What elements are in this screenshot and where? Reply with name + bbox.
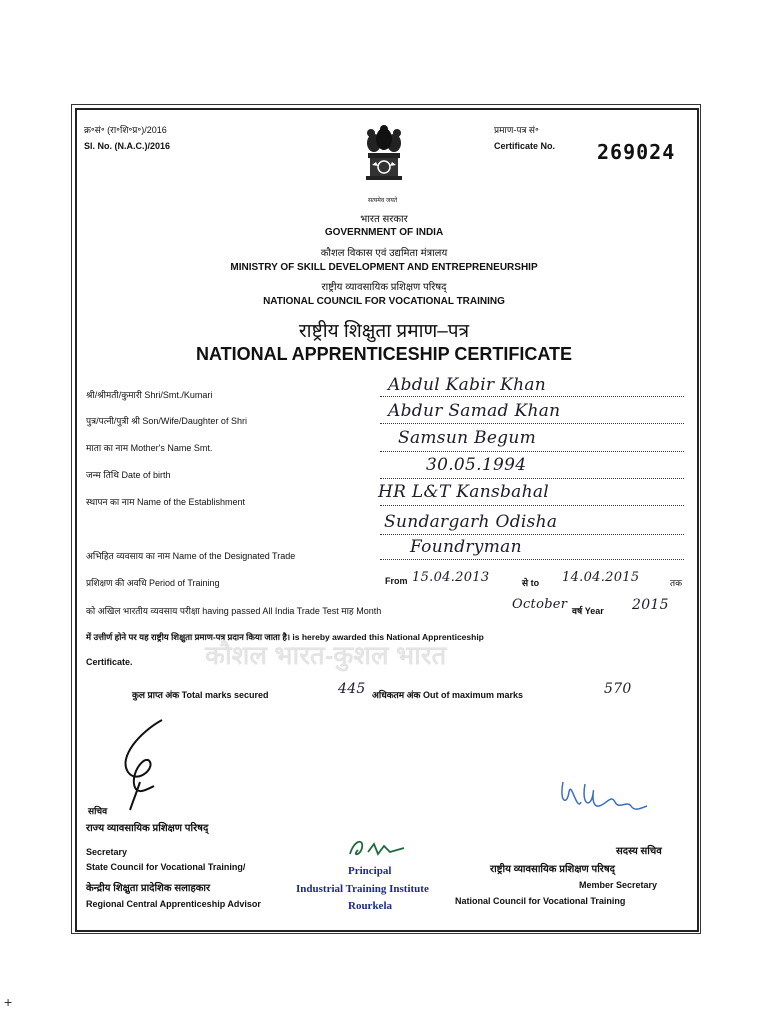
dotted-line — [380, 478, 684, 479]
field-label-mother: माता का नाम Mother's Name Smt. — [86, 443, 213, 453]
council-english: NATIONAL COUNCIL FOR VOCATIONAL TRAINING — [263, 296, 505, 307]
watermark-text: कौशल भारत-कुशल भारत — [205, 640, 447, 670]
field-label-parent: पुत्र/पत्नी/पुत्री श्री Son/Wife/Daughter of Shri — [86, 416, 247, 426]
field-label-dob: जन्म तिथि Date of birth — [86, 470, 171, 480]
marks-secured-label: कुल प्राप्त अंक Total marks secured — [132, 690, 269, 700]
training-to-label: से to — [522, 578, 540, 588]
left-sign-line-5: केन्द्रीय शिक्षुता प्रादेशिक सलाहकार — [86, 883, 211, 894]
gov-english: GOVERNMENT OF INDIA — [324, 227, 444, 238]
dotted-line — [380, 396, 684, 397]
national-emblem-icon — [360, 125, 408, 197]
field-label-trade: अभिहित व्यवसाय का नाम Name of the Designated Trade — [86, 551, 296, 561]
award-line-1: में उत्तीर्ण होने पर यह राष्ट्रीय शिक्षुता प्रमाण-पत्र प्रदान किया जाता है। is hereby awarded this National Apprenticeship — [86, 632, 484, 642]
trade-test-month: October — [512, 597, 568, 612]
field-value-trade: Foundryman — [410, 537, 522, 557]
dotted-line — [380, 559, 684, 560]
right-sign-line-4: National Council for Vocational Training — [455, 896, 626, 906]
certificate-title: NATIONAL APPRENTICESHIP CERTIFICATE — [195, 344, 573, 364]
stamp-principal: Principal — [348, 865, 392, 877]
ministry-hindi: कौशल विकास एवं उद्यमिता मंत्रालय — [320, 248, 448, 259]
award-line-2: Certificate. — [86, 657, 133, 667]
marks-secured: 445 — [338, 681, 366, 697]
council-hindi: राष्ट्रीय व्यावसायिक प्रशिक्षण परिषद् — [321, 282, 447, 293]
serial-number: Sl. No. (N.A.C.)/2016 — [84, 141, 171, 151]
emblem-motto: सत्यमेव जयते — [368, 198, 398, 204]
certificate-number-label: Certificate No. — [494, 141, 556, 151]
dotted-line — [380, 423, 684, 424]
crosshair-icon: + — [4, 994, 13, 1010]
training-from-date: 15.04.2013 — [412, 570, 490, 585]
field-value-name: Abdul Kabir Khan — [388, 375, 547, 395]
trade-test-year: 2015 — [632, 597, 669, 613]
field-label-name: श्री/श्रीमती/कुमारी Shri/Smt./Kumari — [86, 390, 213, 400]
dotted-line — [380, 505, 684, 506]
training-to-date: 14.04.2015 — [562, 570, 640, 585]
gov-hindi: भारत सरकार — [360, 214, 408, 225]
field-value-establishment-line2: Sundargarh Odisha — [384, 512, 558, 532]
stamp-city: Rourkela — [348, 900, 392, 912]
serial-number-hindi: क्र॰सं॰ (रा॰शि॰प्र॰)/2016 — [84, 125, 167, 135]
marks-max: 570 — [604, 681, 632, 697]
left-sign-line-2: राज्य व्यावसायिक प्रशिक्षण परिषद् — [86, 823, 209, 834]
training-tak: तक — [670, 578, 683, 588]
left-sign-line-1: सचिव — [88, 806, 108, 816]
left-sign-line-6: Regional Central Apprenticeship Advisor — [86, 899, 261, 909]
right-sign-line-3: Member Secretary — [579, 880, 658, 890]
member-secretary-signature-icon — [555, 772, 650, 820]
certificate-title-hindi: राष्ट्रीय शिक्षुता प्रमाण–पत्र — [298, 321, 470, 342]
right-sign-line-1: सदस्य सचिव — [616, 846, 662, 857]
marks-max-label: अधिकतम अंक Out of maximum marks — [372, 690, 523, 700]
training-from-label: From — [385, 576, 408, 586]
dotted-line — [380, 534, 684, 535]
secretary-signature-icon — [110, 712, 180, 812]
field-value-mother: Samsun Begum — [398, 428, 537, 448]
stamp-institute: Industrial Training Institute — [296, 883, 429, 895]
trade-test-text: को अखिल भारतीय व्यवसाय परीक्षा having passed All India Trade Test माह Month — [86, 606, 382, 616]
ministry-english: MINISTRY OF SKILL DEVELOPMENT AND ENTREPRENEURSHIP — [230, 262, 538, 273]
training-period-label: प्रशिक्षण की अवधि Period of Training — [86, 578, 220, 588]
left-sign-line-4: State Council for Vocational Training/ — [86, 862, 246, 872]
field-value-parent: Abdur Samad Khan — [388, 401, 561, 421]
dotted-line — [380, 451, 684, 452]
trade-test-year-label: वर्ष Year — [572, 606, 604, 616]
principal-initials-icon — [344, 834, 414, 862]
field-value-establishment: HR L&T Kansbahal — [378, 482, 550, 502]
left-sign-line-3: Secretary — [86, 847, 128, 857]
field-label-establishment: स्थापन का नाम Name of the Establishment — [86, 497, 246, 507]
certificate-number-hindi: प्रमाण-पत्र सं॰ — [494, 125, 539, 135]
certificate-number: 269024 — [597, 140, 676, 164]
right-sign-line-2: राष्ट्रीय व्यावसायिक प्रशिक्षण परिषद् — [490, 864, 615, 875]
field-value-dob: 30.05.1994 — [426, 455, 527, 475]
